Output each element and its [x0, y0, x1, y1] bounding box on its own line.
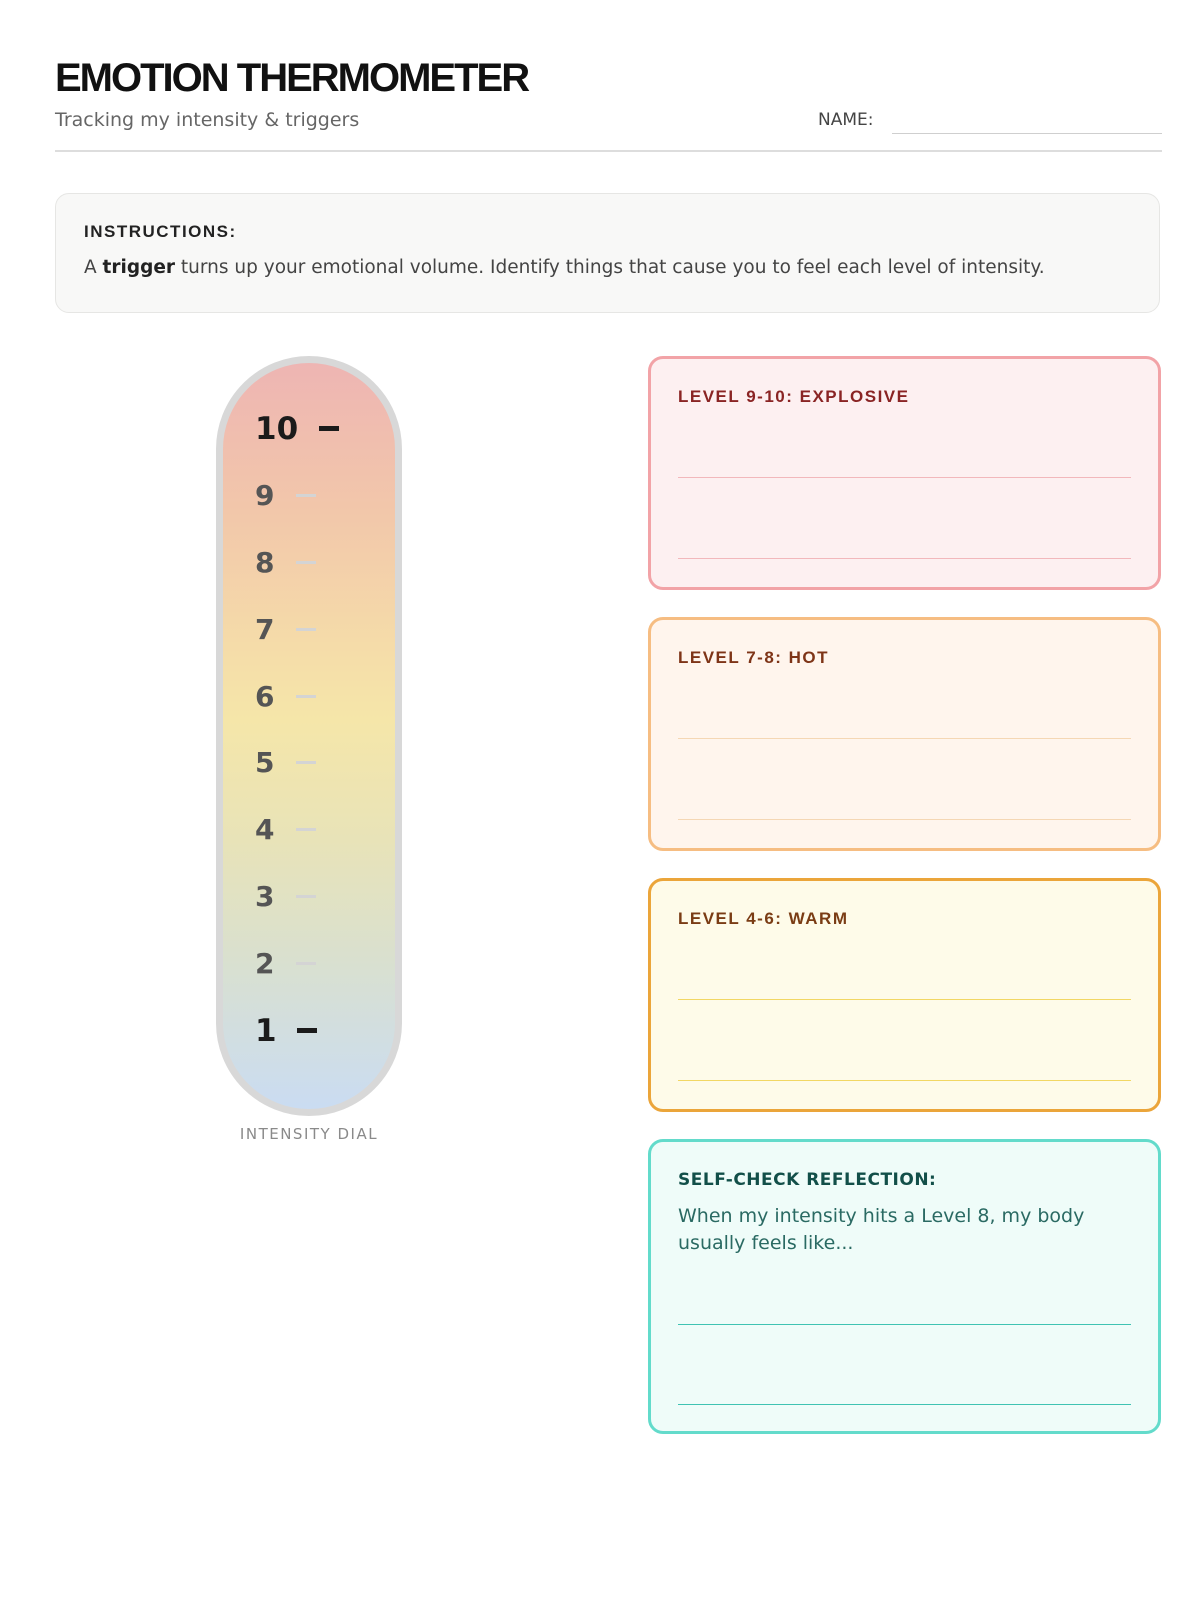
tick-mark: [296, 962, 316, 965]
write-line[interactable]: [678, 819, 1131, 820]
tick-7: [223, 610, 402, 650]
level-9-10-title: LEVEL 9-10: EXPLOSIVE: [678, 387, 910, 406]
tick-label: 5: [255, 746, 275, 779]
tick-label: 2: [255, 947, 275, 980]
tick-label: 9: [255, 479, 275, 512]
write-line[interactable]: [678, 477, 1131, 478]
level-9-10-card: [648, 356, 1161, 590]
instructions-keyword: trigger: [102, 257, 176, 278]
tick-1: [223, 1011, 402, 1051]
tick-9: [223, 476, 402, 516]
page-title: EMOTION THERMOMETER: [55, 56, 529, 100]
tick-5: [223, 743, 402, 783]
write-line[interactable]: [678, 1404, 1131, 1405]
instructions-box: [55, 193, 1160, 313]
instructions-text-suffix: turns up your emotional volume. Identify things that cause you to feel each level of intensity.: [175, 257, 1045, 278]
level-7-8-title: LEVEL 7-8: HOT: [678, 648, 830, 667]
self-check-card: [648, 1139, 1161, 1434]
tick-10: [223, 409, 402, 449]
write-line[interactable]: [678, 1080, 1131, 1081]
write-line[interactable]: [678, 738, 1131, 739]
name-label: NAME:: [818, 110, 874, 130]
instructions-text-prefix: A: [84, 257, 103, 278]
level-7-8-card: [648, 617, 1161, 851]
tick-mark: [296, 628, 316, 631]
tick-label: 4: [255, 813, 275, 846]
tick-mark: [296, 828, 316, 831]
tick-mark: [296, 695, 316, 698]
tick-label: 1: [255, 1013, 277, 1049]
level-4-6-title: LEVEL 4-6: WARM: [678, 909, 849, 928]
tick-mark: [296, 761, 316, 764]
tick-4: [223, 810, 402, 850]
name-write-line[interactable]: [892, 133, 1162, 134]
thermometer: [216, 356, 402, 1116]
self-check-prompt: When my intensity hits a Level 8, my body usually feels like...: [678, 1205, 1085, 1254]
header-divider: [55, 150, 1162, 152]
tick-label: 10: [255, 411, 299, 447]
tick-label: 7: [255, 613, 275, 646]
instructions-heading: INSTRUCTIONS:: [84, 222, 237, 241]
tick-mark: [319, 426, 339, 431]
tick-2: [223, 944, 402, 984]
tick-label: 8: [255, 546, 275, 579]
tick-label: 6: [255, 680, 275, 713]
write-line[interactable]: [678, 999, 1131, 1000]
tick-mark: [297, 1028, 317, 1033]
tick-mark: [296, 561, 316, 564]
page-subtitle: Tracking my intensity & triggers: [55, 109, 360, 131]
tick-label: 3: [255, 880, 275, 913]
tick-6: [223, 677, 402, 717]
instructions-text: [84, 257, 1045, 278]
write-line[interactable]: [678, 1324, 1131, 1325]
write-line[interactable]: [678, 558, 1131, 559]
self-check-title: SELF-CHECK REFLECTION:: [678, 1170, 937, 1190]
tick-mark: [296, 895, 316, 898]
tick-mark: [296, 494, 316, 497]
level-4-6-card: [648, 878, 1161, 1112]
intensity-dial-label: INTENSITY DIAL: [239, 1125, 379, 1143]
tick-3: [223, 877, 402, 917]
tick-8: [223, 543, 402, 583]
